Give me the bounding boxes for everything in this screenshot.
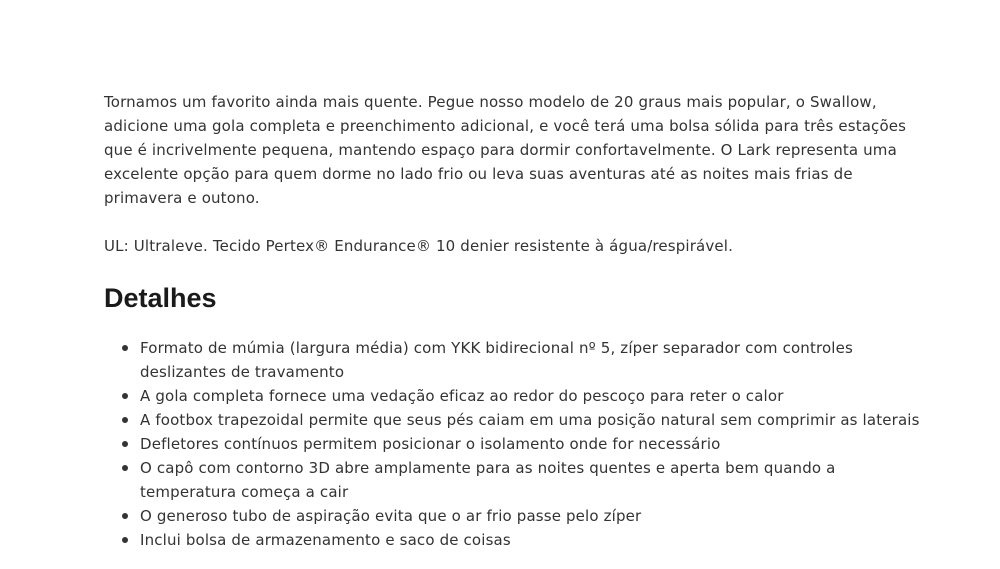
fabric-note-paragraph: UL: Ultraleve. Tecido Pertex® Endurance® 10 denier resistente à água/respirável. bbox=[104, 237, 734, 255]
bullet-icon bbox=[122, 393, 128, 399]
list-item bbox=[122, 336, 934, 384]
list-item-text: A gola completa fornece uma vedação eficaz ao redor do pescoço para reter o calor bbox=[140, 387, 784, 405]
list-item bbox=[122, 528, 934, 552]
list-item-text: Formato de múmia (largura média) com YKK bidirecional nº 5, zíper separador com controles deslizantes de travamento bbox=[140, 339, 853, 381]
list-item-text: O generoso tubo de aspiração evita que o ar frio passe pelo zíper bbox=[140, 507, 642, 525]
product-description-section bbox=[104, 90, 934, 552]
bullet-icon bbox=[122, 345, 128, 351]
bullet-icon bbox=[122, 537, 128, 543]
description-paragraph: Tornamos um favorito ainda mais quente. Pegue nosso modelo de 20 graus mais popular, o Swallow, adicione uma gola completa e preenchimento adicional, e você terá uma bolsa sólida para três estações que é incrivelmente pequena, mantendo espaço para dormir confortavelmente. O Lark representa uma excelente opção para quem dorme no lado frio ou leva suas aventuras até as noites mais frias de primavera e outono. bbox=[104, 93, 907, 207]
details-list bbox=[122, 336, 934, 552]
bullet-icon bbox=[122, 513, 128, 519]
list-item-text: Defletores contínuos permitem posicionar o isolamento onde for necessário bbox=[140, 435, 721, 453]
list-item bbox=[122, 456, 934, 504]
list-item-text: A footbox trapezoidal permite que seus pés caiam em uma posição natural sem comprimir as laterais bbox=[140, 411, 920, 429]
list-item-text: O capô com contorno 3D abre amplamente para as noites quentes e aperta bem quando a temperatura começa a cair bbox=[140, 459, 836, 501]
bullet-icon bbox=[122, 465, 128, 471]
list-item bbox=[122, 504, 934, 528]
list-item bbox=[122, 432, 934, 456]
bullet-icon bbox=[122, 441, 128, 447]
list-item-text: Inclui bolsa de armazenamento e saco de coisas bbox=[140, 531, 511, 549]
bullet-icon bbox=[122, 417, 128, 423]
details-heading: Detalhes bbox=[104, 283, 217, 313]
list-item bbox=[122, 384, 934, 408]
list-item bbox=[122, 408, 934, 432]
